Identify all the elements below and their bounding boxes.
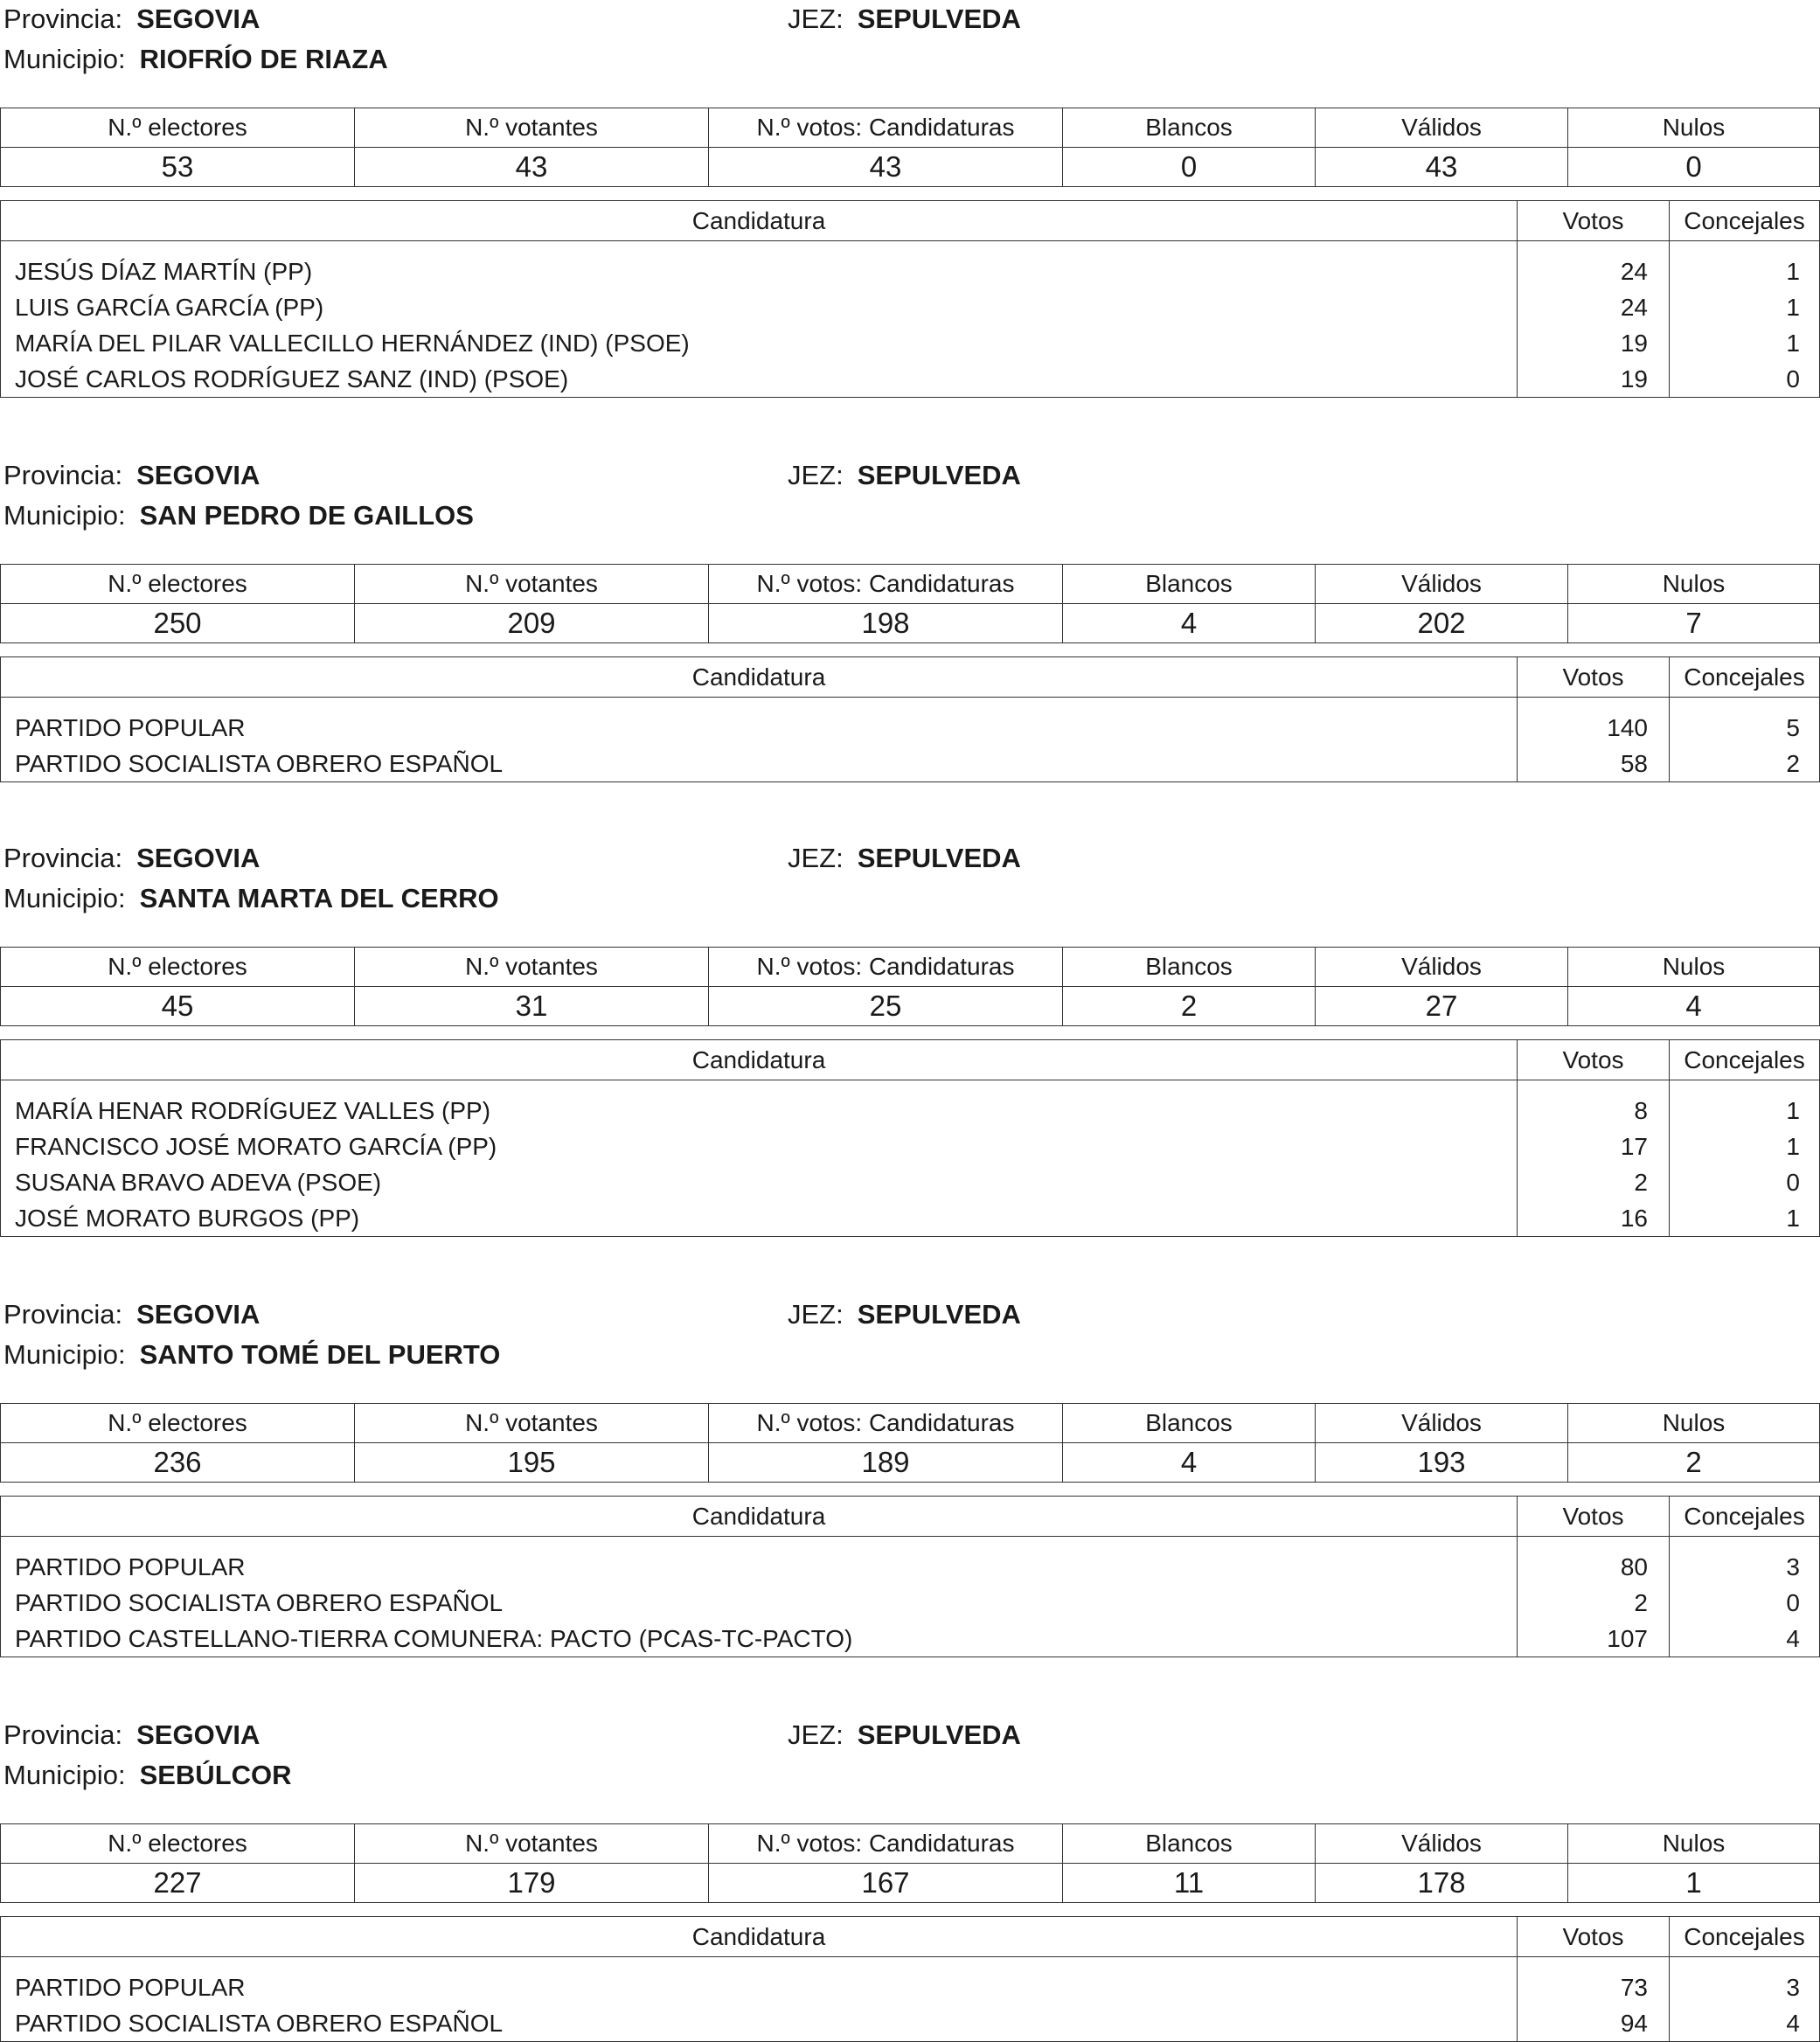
municipio-label: Municipio: [3,1760,126,1790]
candidatura-row [1,361,1820,398]
candidaturas-table [0,200,1820,398]
stats-header-cell: Válidos [1316,565,1568,604]
candidatura-concejales: 1 [1670,1080,1820,1129]
candidatura-row [1,1585,1820,1621]
candidatura-row [1,1537,1820,1586]
municipio-line [3,1339,500,1371]
provincia-label: Provincia: [3,1299,123,1330]
provincia-label: Provincia: [3,3,123,34]
concejales-header: Concejales [1670,1040,1820,1080]
provincia-line [3,843,260,874]
candidatura-row [1,241,1820,290]
provincia-value: SEGOVIA [136,460,260,490]
candidatura-row [1,2005,1820,2042]
candidaturas-header-row [1,657,1820,698]
municipio-line [3,883,499,914]
municipio-line [3,44,388,75]
candidatura-votos: 94 [1518,2005,1670,2042]
stats-value-cell: 53 [1,148,355,187]
jez-line [788,1719,1021,1751]
candidaturas-table [0,1916,1820,2042]
stats-header-cell: Válidos [1316,108,1568,148]
candidatura-concejales: 5 [1670,698,1820,747]
candidatura-row [1,698,1820,747]
stats-header-cell: Nulos [1568,565,1820,604]
votos-header: Votos [1518,657,1670,698]
stats-value-cell: 4 [1063,1443,1316,1483]
candidatura-votos: 107 [1518,1621,1670,1657]
votos-header: Votos [1518,201,1670,241]
stats-header-cell: Nulos [1568,1824,1820,1864]
votos-header: Votos [1518,1917,1670,1957]
stats-value-cell: 43 [709,148,1063,187]
stats-value-cell: 4 [1063,604,1316,643]
municipio-label: Municipio: [3,44,126,74]
jez-label: JEZ: [788,460,844,490]
stats-value-row [1,987,1820,1026]
stats-table [0,564,1820,643]
stats-value-cell: 43 [1316,148,1568,187]
stats-value-cell: 27 [1316,987,1568,1026]
candidatura-name: JOSÉ MORATO BURGOS (PP) [1,1200,1518,1237]
candidatura-concejales: 1 [1670,1200,1820,1237]
jez-line [788,1299,1021,1330]
stats-value-row [1,1443,1820,1483]
candidatura-name: PARTIDO SOCIALISTA OBRERO ESPAÑOL [1,746,1518,782]
stats-value-cell: 209 [355,604,709,643]
candidatura-name: JESÚS DÍAZ MARTÍN (PP) [1,241,1518,290]
stats-table [0,947,1820,1026]
municipio-value: SANTO TOMÉ DEL PUERTO [139,1339,501,1370]
stats-header-cell: Válidos [1316,1404,1568,1443]
stats-value-cell: 250 [1,604,355,643]
candidatura-name: PARTIDO POPULAR [1,1537,1518,1586]
stats-header-cell: Blancos [1063,1824,1316,1864]
jez-line [788,460,1021,491]
candidatura-concejales: 3 [1670,1537,1820,1586]
stats-header-cell: N.º votantes [355,948,709,987]
provincia-label: Provincia: [3,1719,123,1750]
concejales-header: Concejales [1670,201,1820,241]
concejales-header: Concejales [1670,1497,1820,1537]
candidatura-concejales: 4 [1670,1621,1820,1657]
provincia-line [3,1719,260,1751]
votos-header: Votos [1518,1497,1670,1537]
candidatura-row [1,1200,1820,1237]
jez-value: SEPULVEDA [857,3,1021,34]
candidatura-votos: 19 [1518,361,1670,398]
candidatura-concejales: 4 [1670,2005,1820,2042]
stats-value-cell: 43 [355,148,709,187]
stats-header-cell: N.º electores [1,565,355,604]
candidatura-votos: 58 [1518,746,1670,782]
jez-label: JEZ: [788,1719,844,1750]
stats-header-cell: N.º votantes [355,565,709,604]
candidatura-name: PARTIDO CASTELLANO-TIERRA COMUNERA: PACTO (PCAS-TC-PACTO) [1,1621,1518,1657]
stats-header-cell: Blancos [1063,108,1316,148]
candidatura-name: SUSANA BRAVO ADEVA (PSOE) [1,1164,1518,1200]
candidatura-votos: 80 [1518,1537,1670,1586]
candidatura-concejales: 0 [1670,361,1820,398]
candidatura-concejales: 0 [1670,1164,1820,1200]
candidatura-votos: 140 [1518,698,1670,747]
candidatura-row [1,1164,1820,1200]
stats-value-cell: 227 [1,1864,355,1903]
provincia-line [3,1299,260,1330]
stats-header-cell: N.º electores [1,1824,355,1864]
stats-value-cell: 45 [1,987,355,1026]
candidatura-votos: 2 [1518,1164,1670,1200]
municipio-line [3,1760,292,1791]
concejales-header: Concejales [1670,657,1820,698]
candidatura-votos: 19 [1518,325,1670,361]
candidatura-concejales: 1 [1670,325,1820,361]
municipio-value: SAN PEDRO DE GAILLOS [139,500,474,531]
stats-header-cell: Blancos [1063,1404,1316,1443]
stats-value-cell: 0 [1063,148,1316,187]
stats-header-cell: Nulos [1568,948,1820,987]
candidatura-row [1,289,1820,325]
stats-value-cell: 31 [355,987,709,1026]
candidatura-votos: 24 [1518,241,1670,290]
stats-value-cell: 236 [1,1443,355,1483]
stats-header-cell: Válidos [1316,1824,1568,1864]
candidatura-row [1,1129,1820,1164]
candidatura-name: FRANCISCO JOSÉ MORATO GARCÍA (PP) [1,1129,1518,1164]
candidatura-header: Candidatura [1,1497,1518,1537]
candidatura-votos: 8 [1518,1080,1670,1129]
stats-value-row [1,148,1820,187]
candidatura-row [1,325,1820,361]
provincia-label: Provincia: [3,843,123,873]
candidaturas-table [0,656,1820,782]
candidaturas-header-row [1,1917,1820,1957]
stats-value-cell: 178 [1316,1864,1568,1903]
stats-table [0,108,1820,187]
stats-value-cell: 167 [709,1864,1063,1903]
votos-header: Votos [1518,1040,1670,1080]
stats-value-cell: 189 [709,1443,1063,1483]
stats-header-row [1,948,1820,987]
candidatura-header: Candidatura [1,201,1518,241]
municipio-value: SANTA MARTA DEL CERRO [139,883,499,913]
stats-value-cell: 11 [1063,1864,1316,1903]
municipio-label: Municipio: [3,1339,126,1370]
stats-value-cell: 195 [355,1443,709,1483]
municipio-line [3,500,474,531]
candidatura-name: MARÍA HENAR RODRÍGUEZ VALLES (PP) [1,1080,1518,1129]
provincia-label: Provincia: [3,460,123,490]
candidaturas-header-row [1,1040,1820,1080]
candidatura-votos: 16 [1518,1200,1670,1237]
stats-header-cell: N.º votos: Candidaturas [709,1824,1063,1864]
candidatura-name: JOSÉ CARLOS RODRÍGUEZ SANZ (IND) (PSOE) [1,361,1518,398]
stats-header-cell: Nulos [1568,1404,1820,1443]
candidatura-concejales: 0 [1670,1585,1820,1621]
stats-value-cell: 2 [1568,1443,1820,1483]
municipio-value: SEBÚLCOR [139,1760,292,1790]
candidaturas-table [0,1496,1820,1657]
stats-header-cell: N.º electores [1,108,355,148]
provincia-line [3,460,260,491]
municipio-label: Municipio: [3,500,126,531]
candidatura-name: PARTIDO POPULAR [1,1957,1518,2006]
stats-value-cell: 193 [1316,1443,1568,1483]
jez-value: SEPULVEDA [857,843,1021,873]
candidatura-votos: 24 [1518,289,1670,325]
stats-header-cell: N.º votantes [355,1824,709,1864]
candidatura-concejales: 1 [1670,241,1820,290]
jez-label: JEZ: [788,1299,844,1330]
stats-value-cell: 202 [1316,604,1568,643]
jez-line [788,3,1021,35]
provincia-value: SEGOVIA [136,1299,260,1330]
stats-value-cell: 179 [355,1864,709,1903]
stats-header-cell: Nulos [1568,108,1820,148]
stats-value-cell: 0 [1568,148,1820,187]
stats-value-cell: 4 [1568,987,1820,1026]
stats-header-row [1,1404,1820,1443]
provincia-value: SEGOVIA [136,3,260,34]
candidaturas-header-row [1,1497,1820,1537]
jez-line [788,843,1021,874]
candidatura-header: Candidatura [1,1040,1518,1080]
candidatura-row [1,1621,1820,1657]
provincia-line [3,3,260,35]
stats-value-cell: 25 [709,987,1063,1026]
stats-header-cell: Blancos [1063,948,1316,987]
stats-header-cell: N.º votos: Candidaturas [709,108,1063,148]
stats-value-row [1,604,1820,643]
candidatura-name: PARTIDO SOCIALISTA OBRERO ESPAÑOL [1,1585,1518,1621]
candidatura-row [1,746,1820,782]
municipio-label: Municipio: [3,883,126,913]
candidatura-votos: 2 [1518,1585,1670,1621]
stats-header-cell: N.º votos: Candidaturas [709,565,1063,604]
candidatura-concejales: 1 [1670,1129,1820,1164]
jez-value: SEPULVEDA [857,1299,1021,1330]
candidatura-header: Candidatura [1,1917,1518,1957]
stats-header-cell: N.º electores [1,948,355,987]
candidatura-name: PARTIDO SOCIALISTA OBRERO ESPAÑOL [1,2005,1518,2042]
candidatura-concejales: 1 [1670,289,1820,325]
candidatura-concejales: 3 [1670,1957,1820,2006]
stats-header-cell: N.º votantes [355,1404,709,1443]
stats-header-cell: N.º votos: Candidaturas [709,948,1063,987]
stats-header-row [1,108,1820,148]
jez-label: JEZ: [788,843,844,873]
stats-header-cell: Válidos [1316,948,1568,987]
candidaturas-header-row [1,201,1820,241]
jez-value: SEPULVEDA [857,1719,1021,1750]
stats-value-cell: 1 [1568,1864,1820,1903]
stats-table [0,1403,1820,1483]
candidatura-header: Candidatura [1,657,1518,698]
stats-value-cell: 2 [1063,987,1316,1026]
jez-value: SEPULVEDA [857,460,1021,490]
candidatura-row [1,1957,1820,2006]
stats-header-cell: N.º votantes [355,108,709,148]
candidatura-votos: 73 [1518,1957,1670,2006]
provincia-value: SEGOVIA [136,843,260,873]
stats-value-cell: 7 [1568,604,1820,643]
stats-header-cell: N.º votos: Candidaturas [709,1404,1063,1443]
stats-value-cell: 198 [709,604,1063,643]
candidatura-votos: 17 [1518,1129,1670,1164]
stats-value-row [1,1864,1820,1903]
concejales-header: Concejales [1670,1917,1820,1957]
stats-header-row [1,1824,1820,1864]
candidatura-name: LUIS GARCÍA GARCÍA (PP) [1,289,1518,325]
stats-header-cell: Blancos [1063,565,1316,604]
candidaturas-table [0,1039,1820,1237]
stats-table [0,1823,1820,1903]
candidatura-name: PARTIDO POPULAR [1,698,1518,747]
provincia-value: SEGOVIA [136,1719,260,1750]
candidatura-concejales: 2 [1670,746,1820,782]
candidatura-row [1,1080,1820,1129]
municipio-value: RIOFRÍO DE RIAZA [139,44,388,74]
candidatura-name: MARÍA DEL PILAR VALLECILLO HERNÁNDEZ (IND) (PSOE) [1,325,1518,361]
stats-header-cell: N.º electores [1,1404,355,1443]
jez-label: JEZ: [788,3,844,34]
stats-header-row [1,565,1820,604]
